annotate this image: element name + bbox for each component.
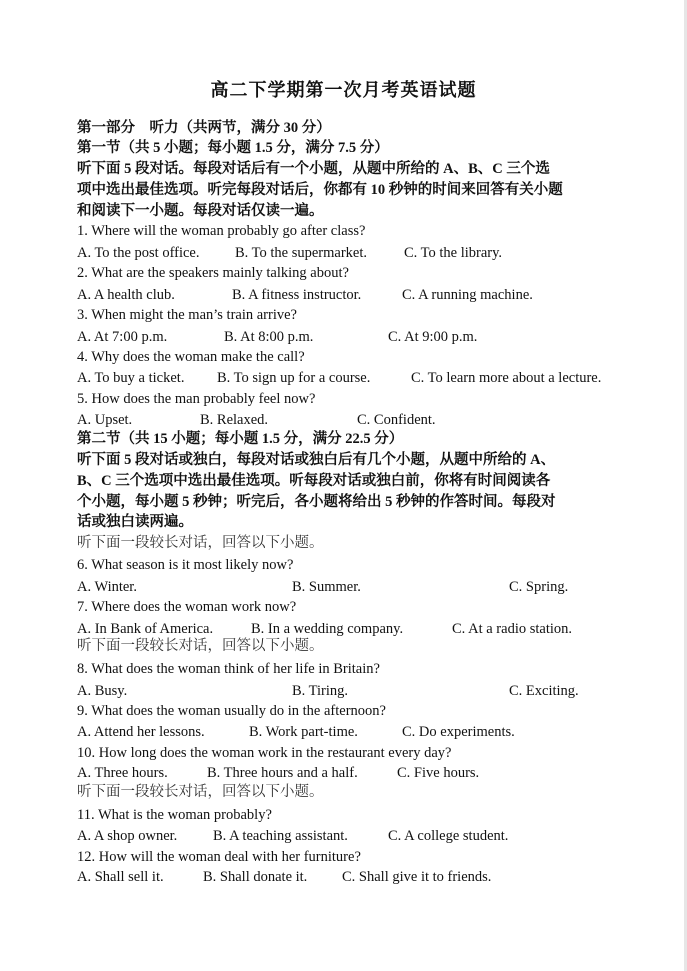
- question-text: 11. What is the woman probably?: [77, 807, 272, 823]
- question-text: 2. What are the speakers mainly talking about?: [77, 265, 349, 281]
- option-a: A. Attend her lessons.: [77, 724, 205, 740]
- option-a: A. Busy.: [77, 683, 128, 699]
- section1-directions-line: 听下面 5 段对话。每段对话后有一个小题，从题中所给的 A、B、C 三个选: [77, 161, 550, 177]
- question-text: 6. What season is it most likely now?: [77, 557, 294, 573]
- option-a: A. A health club.: [77, 287, 175, 303]
- option-a: A. Winter.: [77, 579, 137, 595]
- option-c: C. At 9:00 p.m.: [388, 329, 478, 345]
- question-text: 3. When might the man’s train arrive?: [77, 307, 297, 323]
- section2-directions-line: 话或独白读两遍。: [77, 514, 193, 530]
- question-text: 7. Where does the woman work now?: [77, 599, 297, 615]
- option-a: A. At 7:00 p.m.: [77, 329, 168, 345]
- option-b: B. A teaching assistant.: [213, 828, 348, 844]
- option-b: B. Summer.: [292, 579, 361, 595]
- option-c: C. Exciting.: [509, 683, 579, 699]
- option-a: A. In Bank of America.: [77, 621, 214, 637]
- section2-directions-line: 听下面 5 段对话或独白，每段对话或独白后有几个小题，从题中所给的 A、: [77, 452, 556, 468]
- part1-heading: 第一部分 听力（共两节，满分 30 分）: [77, 120, 331, 136]
- option-b: B. In a wedding company.: [251, 621, 404, 637]
- option-a: A. To buy a ticket.: [77, 370, 185, 386]
- question-text: 9. What does the woman usually do in the afternoon?: [77, 703, 386, 719]
- listening-instruction: 听下面一段较长对话，回答以下小题。: [77, 535, 324, 551]
- option-a: A. Three hours.: [77, 765, 168, 781]
- option-c: C. Spring.: [509, 579, 569, 595]
- option-a: A. Shall sell it.: [77, 869, 164, 885]
- section1-directions-line: 和阅读下一小题。每段对话仅读一遍。: [77, 203, 324, 219]
- option-b: B. Relaxed.: [200, 412, 269, 428]
- option-a: A. Upset.: [77, 412, 133, 428]
- option-c: C. A college student.: [388, 828, 509, 844]
- option-c: C. To learn more about a lecture.: [411, 370, 602, 386]
- option-a: A. To the post office.: [77, 245, 200, 261]
- question-text: 8. What does the woman think of her life in Britain?: [77, 661, 380, 677]
- question-text: 10. How long does the woman work in the restaurant every day?: [77, 745, 452, 761]
- section2-directions-line: 个小题，每小题 5 秒钟；听完后，各小题将给出 5 秒钟的作答时间。每段对: [77, 494, 556, 510]
- option-c: C. Confident.: [357, 412, 436, 428]
- question-text: 5. How does the man probably feel now?: [77, 391, 316, 407]
- listening-instruction: 听下面一段较长对话，回答以下小题。: [77, 638, 324, 654]
- section1-directions-line: 项中选出最佳选项。听完每段对话后，你都有 10 秒钟的时间来回答有关小题: [77, 182, 563, 198]
- option-b: B. Shall donate it.: [203, 869, 308, 885]
- question-text: 4. Why does the woman make the call?: [77, 349, 305, 365]
- option-c: C. To the library.: [404, 245, 503, 261]
- option-b: B. Tiring.: [292, 683, 349, 699]
- option-b: B. At 8:00 p.m.: [224, 329, 314, 345]
- option-c: C. A running machine.: [402, 287, 533, 303]
- option-c: C. Do experiments.: [402, 724, 515, 740]
- page-title: 高二下学期第一次月考英语试题: [210, 80, 477, 100]
- option-c: C. Shall give it to friends.: [342, 869, 492, 885]
- question-text: 12. How will the woman deal with her furniture?: [77, 849, 361, 865]
- option-b: B. Work part-time.: [249, 724, 358, 740]
- section2-heading: 第二节（共 15 小题；每小题 1.5 分，满分 22.5 分）: [77, 431, 404, 447]
- option-b: B. A fitness instructor.: [232, 287, 362, 303]
- question-text: 1. Where will the woman probably go after class?: [77, 223, 366, 239]
- option-c: C. Five hours.: [397, 765, 480, 781]
- section2-directions-line: B、C 三个选项中选出最佳选项。听每段对话或独白前，你将有时间阅读各: [77, 473, 551, 489]
- option-c: C. At a radio station.: [452, 621, 573, 637]
- option-a: A. A shop owner.: [77, 828, 178, 844]
- option-b: B. To sign up for a course.: [217, 370, 371, 386]
- option-b: B. To the supermarket.: [235, 245, 368, 261]
- section1-heading: 第一节（共 5 小题；每小题 1.5 分，满分 7.5 分）: [77, 140, 389, 156]
- listening-instruction: 听下面一段较长对话，回答以下小题。: [77, 784, 324, 800]
- option-b: B. Three hours and a half.: [207, 765, 358, 781]
